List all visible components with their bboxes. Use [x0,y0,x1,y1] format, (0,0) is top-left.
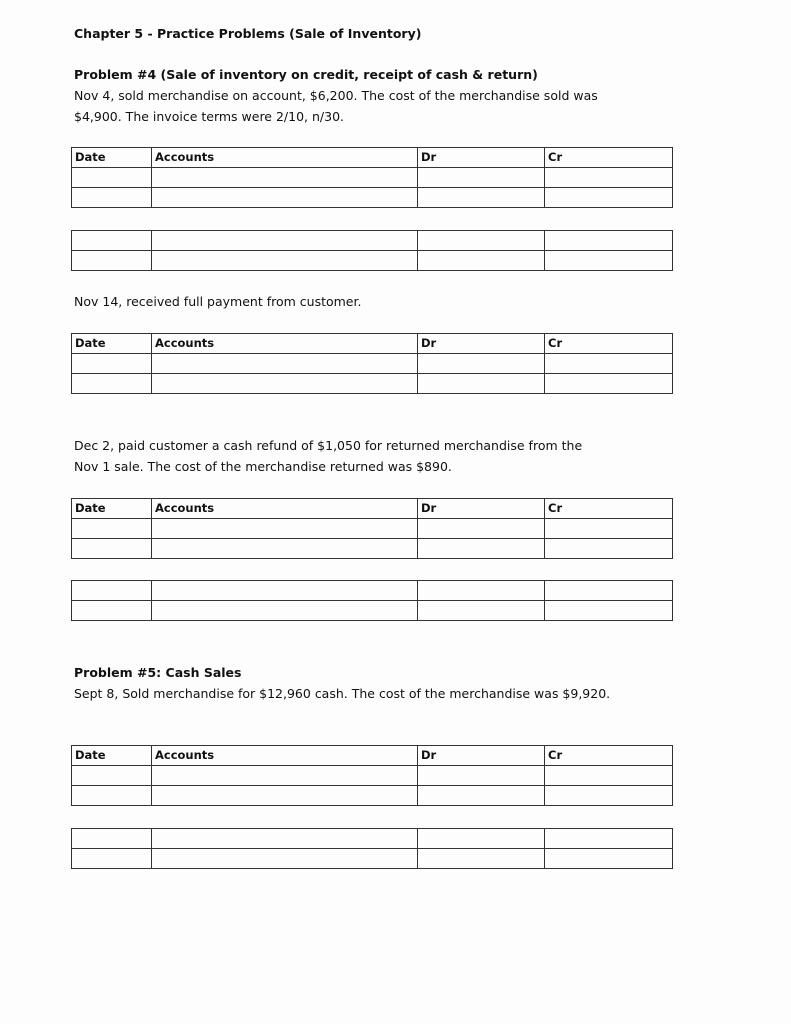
dr-cell[interactable] [418,786,545,806]
journal-table-sept8-sale [71,745,673,806]
header-date: Date [72,499,152,519]
cr-cell[interactable] [545,786,673,806]
problem4-nov4-line1: Nov 4, sold merchandise on account, $6,200. The cost of the merchandise sold was [74,88,598,103]
cr-cell[interactable] [545,539,673,559]
table-row[interactable] [72,188,673,208]
date-cell[interactable] [72,519,152,539]
table-row[interactable] [72,251,673,271]
date-cell[interactable] [72,251,152,271]
dr-cell[interactable] [418,188,545,208]
cr-cell[interactable] [545,849,673,869]
cr-cell[interactable] [545,766,673,786]
dr-cell[interactable] [418,539,545,559]
dr-cell[interactable] [418,581,545,601]
table-row[interactable] [72,786,673,806]
table-header-row [72,746,673,766]
accounts-cell[interactable] [152,354,418,374]
accounts-cell[interactable] [152,766,418,786]
accounts-cell[interactable] [152,168,418,188]
cr-cell[interactable] [545,519,673,539]
table-header-row [72,148,673,168]
header-cr: Cr [545,746,673,766]
problem4-nov4-line2: $4,900. The invoice terms were 2/10, n/30. [74,109,345,124]
cr-cell[interactable] [545,188,673,208]
accounts-cell[interactable] [152,786,418,806]
header-cr: Cr [545,499,673,519]
date-cell[interactable] [72,374,152,394]
journal-table-dec2-refund [71,498,673,559]
table-header-row [72,334,673,354]
cr-cell[interactable] [545,374,673,394]
table-row[interactable] [72,581,673,601]
problem4-nov14: Nov 14, received full payment from customer. [74,294,362,309]
table-header-row [72,499,673,519]
dr-cell[interactable] [418,766,545,786]
accounts-cell[interactable] [152,829,418,849]
table-row[interactable] [72,374,673,394]
accounts-cell[interactable] [152,581,418,601]
table-row[interactable] [72,766,673,786]
table-row[interactable] [72,849,673,869]
table-row[interactable] [72,168,673,188]
dr-cell[interactable] [418,829,545,849]
dr-cell[interactable] [418,354,545,374]
accounts-cell[interactable] [152,188,418,208]
table-row[interactable] [72,829,673,849]
problem5-sept8: Sept 8, Sold merchandise for $12,960 cash. The cost of the merchandise was $9,920. [74,686,611,701]
journal-table-nov4-sale [71,147,673,208]
date-cell[interactable] [72,188,152,208]
header-dr: Dr [418,148,545,168]
date-cell[interactable] [72,539,152,559]
accounts-cell[interactable] [152,519,418,539]
header-dr: Dr [418,499,545,519]
accounts-cell[interactable] [152,231,418,251]
cr-cell[interactable] [545,829,673,849]
problem4-heading: Problem #4 (Sale of inventory on credit, receipt of cash & return) [74,67,538,82]
header-cr: Cr [545,334,673,354]
header-dr: Dr [418,746,545,766]
accounts-cell[interactable] [152,601,418,621]
table-row[interactable] [72,231,673,251]
date-cell[interactable] [72,849,152,869]
header-accounts: Accounts [152,334,418,354]
table-row[interactable] [72,354,673,374]
accounts-cell[interactable] [152,539,418,559]
cr-cell[interactable] [545,354,673,374]
date-cell[interactable] [72,786,152,806]
date-cell[interactable] [72,354,152,374]
date-cell[interactable] [72,231,152,251]
cr-cell[interactable] [545,251,673,271]
problem4-dec2-line2: Nov 1 sale. The cost of the merchandise returned was $890. [74,459,452,474]
date-cell[interactable] [72,168,152,188]
header-cr: Cr [545,148,673,168]
cr-cell[interactable] [545,601,673,621]
cr-cell[interactable] [545,168,673,188]
header-date: Date [72,746,152,766]
header-accounts: Accounts [152,746,418,766]
dr-cell[interactable] [418,168,545,188]
table-row[interactable] [72,601,673,621]
header-accounts: Accounts [152,499,418,519]
header-dr: Dr [418,334,545,354]
date-cell[interactable] [72,601,152,621]
header-accounts: Accounts [152,148,418,168]
date-cell[interactable] [72,581,152,601]
dr-cell[interactable] [418,231,545,251]
date-cell[interactable] [72,766,152,786]
table-row[interactable] [72,519,673,539]
dr-cell[interactable] [418,601,545,621]
accounts-cell[interactable] [152,374,418,394]
dr-cell[interactable] [418,849,545,869]
dr-cell[interactable] [418,251,545,271]
journal-table-dec2-cost [71,580,673,621]
accounts-cell[interactable] [152,251,418,271]
page-title: Chapter 5 - Practice Problems (Sale of Inventory) [74,26,422,41]
journal-table-nov4-cost [71,230,673,271]
problem5-heading: Problem #5: Cash Sales [74,665,242,680]
dr-cell[interactable] [418,519,545,539]
table-row[interactable] [72,539,673,559]
journal-table-nov14-payment [71,333,673,394]
dr-cell[interactable] [418,374,545,394]
cr-cell[interactable] [545,231,673,251]
cr-cell[interactable] [545,581,673,601]
header-date: Date [72,148,152,168]
header-date: Date [72,334,152,354]
date-cell[interactable] [72,829,152,849]
problem4-dec2-line1: Dec 2, paid customer a cash refund of $1,050 for returned merchandise from the [74,438,583,453]
accounts-cell[interactable] [152,849,418,869]
journal-table-sept8-cost [71,828,673,869]
